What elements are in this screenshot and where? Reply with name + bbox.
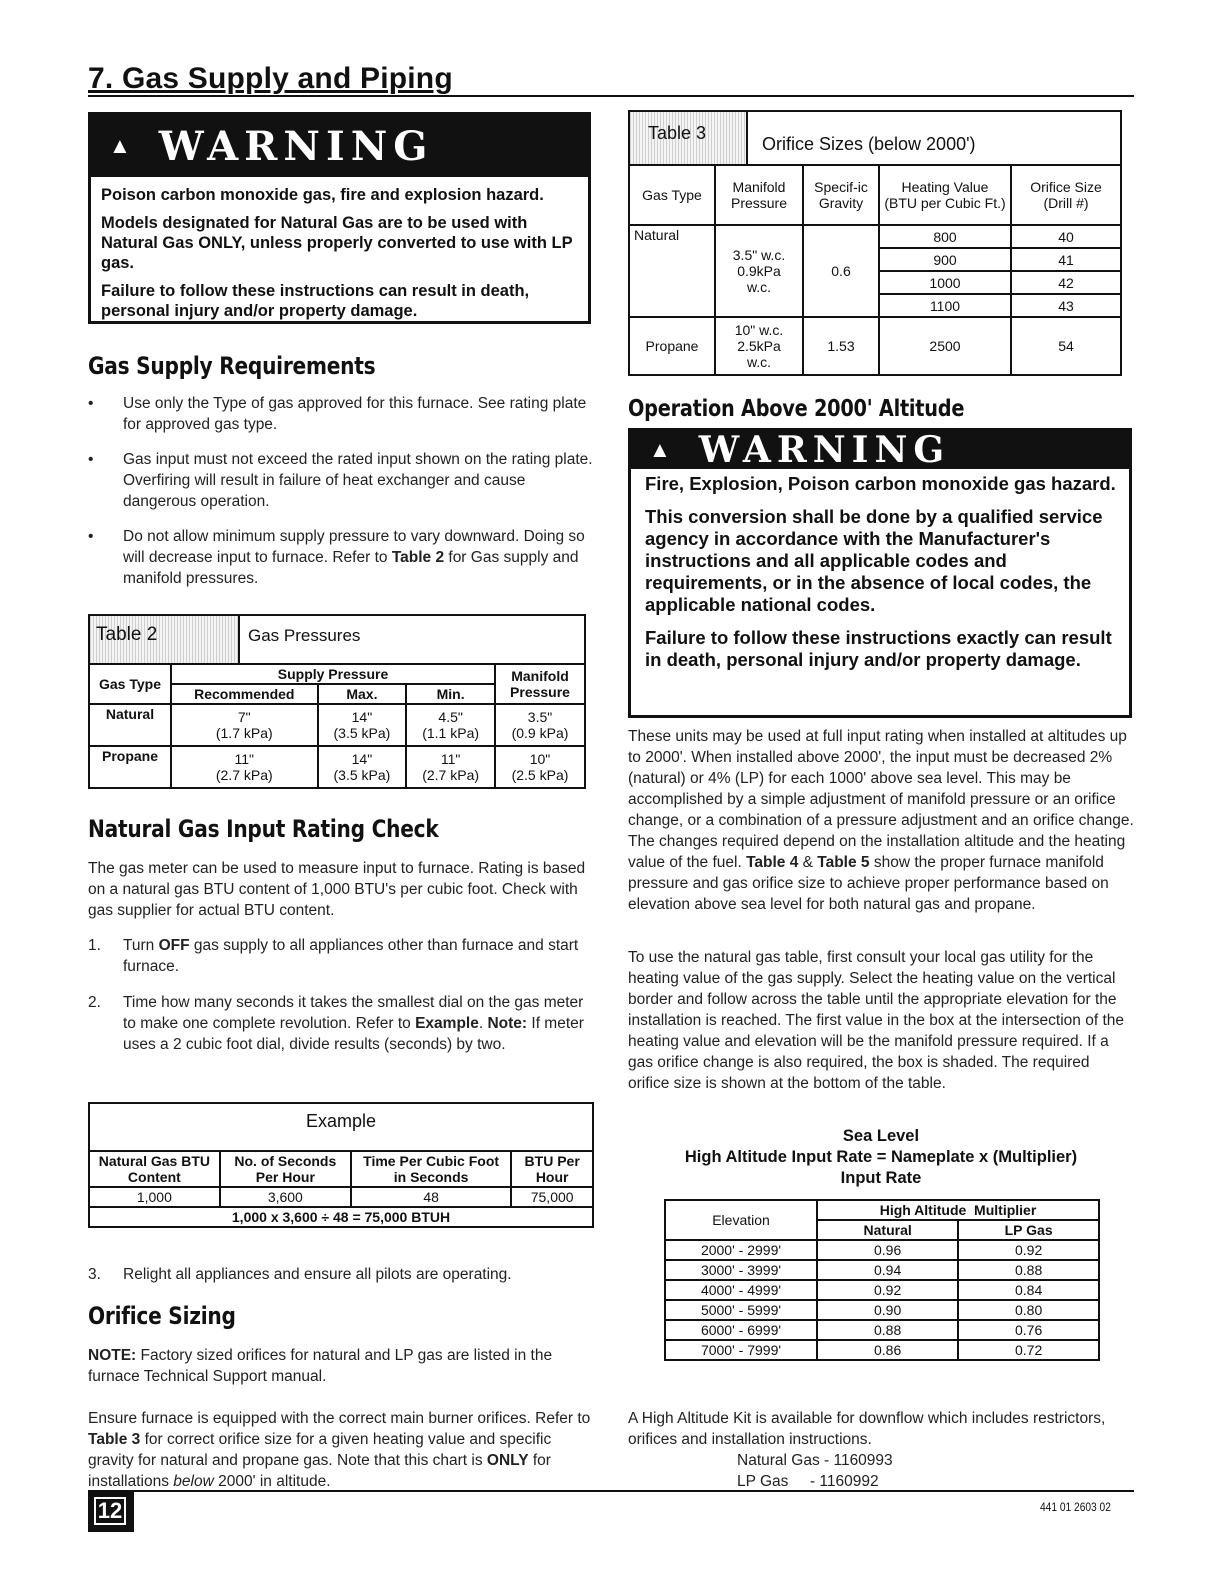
table-row: 1100 43 bbox=[629, 294, 1121, 317]
list-item: • Do not allow minimum supply pressure to vary downward. Doing so will decrease input to furnace. Refer to Table 2 for Gas supply and manifold pressures. bbox=[88, 526, 594, 589]
table-row: 6000' - 6999' 0.88 0.76 bbox=[665, 1320, 1099, 1340]
rating-check-intro: The gas meter can be used to measure input to furnace. Rating is based on a natural gas BTU content of 1,000 BTU's per cubic foot. Check with gas supplier for actual BTU content. bbox=[88, 860, 586, 919]
table-row: 7000' - 7999' 0.86 0.72 bbox=[665, 1340, 1099, 1360]
orifice-note: NOTE: Factory sized orifices for natural and LP gas are listed in the furnace Technical Support manual. bbox=[88, 1347, 553, 1385]
th-min: Min. bbox=[406, 684, 495, 704]
table-row: 1,000 3,600 48 75,000 bbox=[89, 1187, 593, 1207]
table-row: 1000 42 bbox=[629, 271, 1121, 294]
th-elevation: Elevation bbox=[665, 1200, 817, 1240]
th-max: Max. bbox=[318, 684, 407, 704]
th-lp: LP Gas bbox=[958, 1220, 1099, 1240]
multiplier-table bbox=[664, 1199, 1100, 1361]
th-natural: Natural bbox=[817, 1220, 958, 1240]
example-h2: No. of Seconds Per Hour bbox=[220, 1151, 351, 1187]
warning-heading: WARNING bbox=[698, 429, 951, 471]
table-3-caption: Orifice Sizes (below 2000') bbox=[762, 134, 976, 154]
footer-rule bbox=[88, 1490, 1134, 1492]
table-row: 4000' - 4999' 0.92 0.84 bbox=[665, 1280, 1099, 1300]
table-row: 5000' - 5999' 0.90 0.80 bbox=[665, 1300, 1099, 1320]
th-heating: Heating Value (BTU per Cubic Ft.) bbox=[879, 165, 1011, 225]
th-recommended: Recommended bbox=[171, 684, 318, 704]
warning-triangle-icon: ▲ bbox=[649, 437, 671, 462]
table-2-caption: Gas Pressures bbox=[248, 626, 361, 645]
th-gas-type: Gas Type bbox=[89, 664, 171, 704]
example-title: Example bbox=[88, 1102, 594, 1150]
table-row: 900 41 bbox=[629, 248, 1121, 271]
warning-triangle-icon: ▲ bbox=[109, 133, 131, 158]
th-gas: Gas Type bbox=[629, 165, 715, 225]
table-row: 2000' - 2999' 0.96 0.92 bbox=[665, 1240, 1099, 1260]
kit-part-natural: Natural Gas - 1160993 bbox=[737, 1452, 893, 1469]
th-multiplier: High Altitude Multiplier bbox=[817, 1200, 1099, 1220]
table-3-label: Table 3 bbox=[630, 112, 748, 164]
th-manifold: Manifold Pressure bbox=[495, 664, 585, 704]
table-row: 3000' - 3999' 0.94 0.88 bbox=[665, 1260, 1099, 1280]
table-2 bbox=[88, 614, 586, 789]
table-row: Propane 11" (2.7 kPa) 14" (3.5 kPa) 11" (2.7 kPa) 10" (2.5 kPa) bbox=[89, 746, 585, 788]
page-title: 7. Gas Supply and Piping bbox=[88, 62, 453, 95]
page-number-badge bbox=[88, 1492, 134, 1532]
warning-text-2: This conversion shall be done by a qualified service agency in accordance with the Manufacturer's instructions and all applicable codes and requirements, or in the absence of local codes, the applicable national codes. bbox=[645, 506, 1103, 615]
table-2-label: Table 2 bbox=[90, 616, 240, 663]
warning-text-1: Fire, Explosion, Poison carbon monoxide gas hazard. bbox=[645, 473, 1116, 494]
high-altitude-kit-text: A High Altitude Kit is available for downflow which includes restrictors, orifices and installation instructions. bbox=[628, 1410, 1106, 1448]
warning-box-hazard bbox=[88, 112, 591, 324]
altitude-paragraph-2: To use the natural gas table, first consult your local gas utility for the heating value of the gas supply. Select the heating value on the vertical border and follow across the table until the appropriate elevation for the installation is reached. The first value in the box at the intersection of the heating value and elevation will be the manifold pressure required. If a gas orifice change is also required, the box is shaded. The required orifice size is shown at the bottom of the table. bbox=[628, 949, 1124, 1092]
rating-step-1: 1. Turn OFF gas supply to all appliances other than furnace and start furnace. bbox=[88, 937, 579, 975]
list-item: • Use only the Type of gas approved for this furnace. See rating plate for approved gas type. bbox=[88, 393, 594, 435]
table-row: Propane 10" w.c. 2.5kPa w.c. 1.53 2500 54 bbox=[629, 317, 1121, 375]
gas-supply-list bbox=[88, 393, 594, 603]
warning-banner bbox=[91, 115, 588, 177]
table-row: Natural 7" (1.7 kPa) 14" (3.5 kPa) 4.5" (1.1 kPa) 3.5" (0.9 kPa) bbox=[89, 704, 585, 746]
th-manifold: Manifold Pressure bbox=[715, 165, 803, 225]
document-number: 441 01 2603 02 bbox=[1040, 1500, 1111, 1514]
altitude-paragraph-1: These units may be used at full input rating when installed at altitudes up to 2000'. When installed above 2000', the input must be decreased 2% (natural) or 4% (LP) for each 1000' above sea level. This may be accomplished by a simple adjustment of manifold pressure or an orifice change, or a combination of a pressure adjustment and an orifice change. The changes required depend on the installation altitude and the heating value of the fuel. Table 4 & Table 5 show the proper furnace manifold pressure and gas orifice size to achieve proper performance based on elevation above sea level for both natural gas and propane. bbox=[628, 728, 1134, 913]
rating-step-3: 3. Relight all appliances and ensure all pilots are operating. bbox=[88, 1266, 512, 1283]
example-table bbox=[88, 1102, 594, 1228]
orifice-paragraph: Ensure furnace is equipped with the correct main burner orifices. Refer to Table 3 for correct orifice size for a given heating value and specific gravity for natural and propane gas. Note that this chart is ONLY for installations below 2000' in altitude. bbox=[88, 1410, 591, 1490]
table-row: Natural 3.5" w.c. 0.9kPa w.c. 0.6 800 40 bbox=[629, 225, 1121, 248]
th-supply: Supply Pressure bbox=[171, 664, 495, 684]
title-rule bbox=[88, 95, 1134, 97]
section-heading-gas-supply: Gas Supply Requirements bbox=[88, 352, 376, 380]
warning-text-2: Models designated for Natural Gas are to be used with Natural Gas ONLY, unless properly converted to use with LP gas. bbox=[101, 214, 573, 272]
list-item: • Gas input must not exceed the rated input shown on the rating plate. Overfiring will result in failure of heat exchanger and cause dangerous operation. bbox=[88, 449, 594, 512]
th-orifice: Orifice Size (Drill #) bbox=[1011, 165, 1121, 225]
warning-banner bbox=[631, 431, 1129, 469]
example-formula: 1,000 x 3,600 ÷ 48 = 75,000 BTUH bbox=[89, 1207, 593, 1227]
example-h4: BTU Per Hour bbox=[511, 1151, 593, 1187]
warning-text-1: Poison carbon monoxide gas, fire and explosion hazard. bbox=[101, 186, 544, 204]
rating-step-2: 2. Time how many seconds it takes the smallest dial on the gas meter to make one complete revolution. Refer to Example. Note: If meter uses a 2 cubic foot dial, divide results (seconds) by two. bbox=[88, 994, 584, 1053]
warning-heading: WARNING bbox=[158, 122, 434, 170]
table-3 bbox=[628, 110, 1122, 376]
example-h3: Time Per Cubic Foot in Seconds bbox=[351, 1151, 511, 1187]
page-number: 12 bbox=[94, 1497, 126, 1525]
th-gravity: Specif-ic Gravity bbox=[803, 165, 879, 225]
section-heading-orifice: Orifice Sizing bbox=[88, 1302, 236, 1330]
section-heading-altitude: Operation Above 2000' Altitude bbox=[628, 396, 965, 422]
example-h1: Natural Gas BTU Content bbox=[89, 1151, 220, 1187]
altitude-formula: Sea Level High Altitude Input Rate = Nameplate x (Multiplier) Input Rate bbox=[684, 1127, 1078, 1187]
warning-text-3: Failure to follow these instructions exactly can result in death, personal injury and/or property damage. bbox=[645, 627, 1112, 670]
section-heading-rating-check: Natural Gas Input Rating Check bbox=[88, 815, 439, 843]
warning-box-conversion bbox=[628, 428, 1132, 718]
kit-part-lp: LP Gas - 1160992 bbox=[737, 1473, 879, 1490]
warning-text-3: Failure to follow these instructions can result in death, personal injury and/or property damage. bbox=[101, 282, 530, 320]
